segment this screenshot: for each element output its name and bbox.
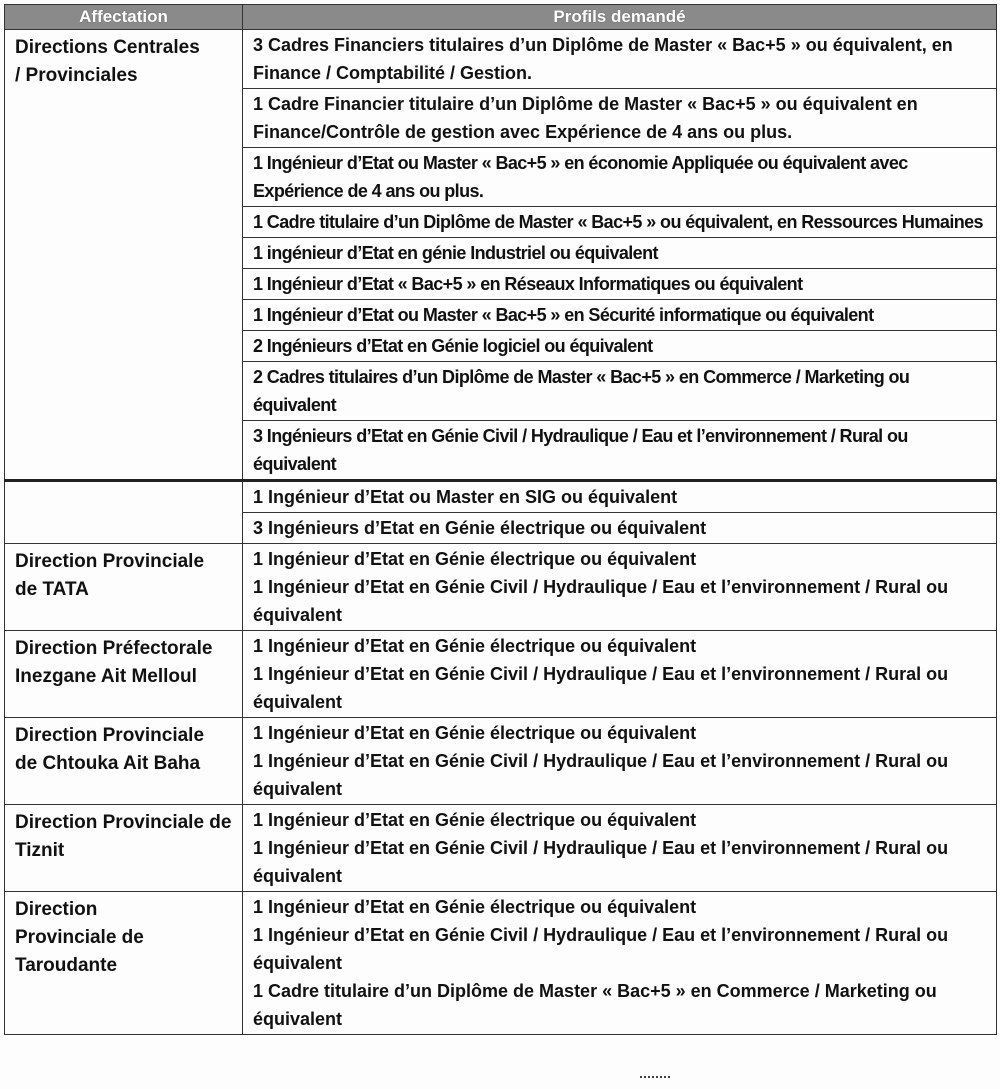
affectation-cell: Direction Préfectorale Inezgane Ait Melloul [5, 631, 243, 718]
profile-cell: 3 Ingénieurs d’Etat en Génie électrique ou équivalent [243, 513, 997, 544]
profile-cell: 3 Cadres Financiers titulaires d’un Diplôme de Master « Bac+5 » ou équivalent, en Finance / Comptabilité / Gestion. [243, 30, 997, 89]
affectation-cell: Directions Centrales / Provinciales [5, 30, 243, 481]
table-header-row [5, 5, 997, 30]
profile-cell: 1 Cadre titulaire d’un Diplôme de Master « Bac+5 » ou équivalent, en Ressources Humaines [243, 207, 997, 238]
affectation-cell [5, 481, 243, 544]
table-row [5, 30, 997, 89]
scan-artifact [640, 1076, 670, 1081]
profile-cell: 1 Ingénieur d’Etat ou Master en SIG ou équivalent [243, 481, 997, 513]
profile-cell: 1 Ingénieur d’Etat « Bac+5 » en Réseaux Informatiques ou équivalent [243, 269, 997, 300]
profile-line: 1 Ingénieur d’Etat en Génie Civil / Hydraulique / Eau et l’environnement / Rural ou équivalent [253, 664, 949, 712]
recruitment-profiles-table [4, 4, 997, 1035]
profile-cell [243, 718, 997, 805]
affectation-cell: Direction Provinciale de Chtouka Ait Baha [5, 718, 243, 805]
profile-cell: 1 Cadre Financier titulaire d’un Diplôme de Master « Bac+5 » ou équivalent en Finance/Contrôle de gestion avec Expérience de 4 ans ou plus. [243, 89, 997, 148]
profile-cell [243, 631, 997, 718]
profile-line: 1 Ingénieur d’Etat en Génie Civil / Hydraulique / Eau et l’environnement / Rural ou équivalent [253, 925, 949, 973]
profile-cell: 2 Cadres titulaires d’un Diplôme de Master « Bac+5 » en Commerce / Marketing ou équivalent [243, 362, 997, 421]
profile-cell: 1 Ingénieur d’Etat ou Master « Bac+5 » en économie Appliquée ou équivalent avec Expérience de 4 ans ou plus. [243, 148, 997, 207]
affectation-cell: Direction Provinciale de TATA [5, 544, 243, 631]
header-affectation: Affectation [5, 5, 243, 30]
profile-cell [243, 805, 997, 892]
profile-line: 1 Ingénieur d’Etat en Génie électrique ou équivalent [253, 636, 697, 656]
table-row [5, 805, 997, 892]
profile-line: 1 Ingénieur d’Etat en Génie Civil / Hydraulique / Eau et l’environnement / Rural ou équivalent [253, 751, 949, 799]
profile-cell: 3 Ingénieurs d’Etat en Génie Civil / Hydraulique / Eau et l’environnement / Rural ou équivalent [243, 421, 997, 481]
profile-cell: 1 Ingénieur d’Etat ou Master « Bac+5 » en Sécurité informatique ou équivalent [243, 300, 997, 331]
header-profils: Profils demandé [243, 5, 997, 30]
table-row [5, 892, 997, 1035]
profile-line: 1 Ingénieur d’Etat en Génie électrique ou équivalent [253, 723, 697, 743]
profile-line: 1 Ingénieur d’Etat en Génie électrique ou équivalent [253, 549, 697, 569]
profile-cell [243, 892, 997, 1035]
profile-line: 1 Ingénieur d’Etat en Génie Civil / Hydraulique / Eau et l’environnement / Rural ou équivalent [253, 838, 949, 886]
profile-line: 1 Ingénieur d’Etat en Génie électrique ou équivalent [253, 897, 697, 917]
affectation-cell: Direction Provinciale de Taroudante [5, 892, 243, 1035]
profile-cell [243, 544, 997, 631]
table-row [5, 718, 997, 805]
table-row [5, 481, 997, 513]
affectation-cell: Direction Provinciale de Tiznit [5, 805, 243, 892]
table-row [5, 631, 997, 718]
profile-line: 1 Ingénieur d’Etat en Génie Civil / Hydraulique / Eau et l’environnement / Rural ou équivalent [253, 577, 949, 625]
profile-cell: 2 Ingénieurs d’Etat en Génie logiciel ou équivalent [243, 331, 997, 362]
profile-line: 1 Cadre titulaire d’un Diplôme de Master « Bac+5 » en Commerce / Marketing ou équivalent [253, 981, 937, 1029]
profile-cell: 1 ingénieur d’Etat en génie Industriel ou équivalent [243, 238, 997, 269]
table-row [5, 544, 997, 631]
profile-line: 1 Ingénieur d’Etat en Génie électrique ou équivalent [253, 810, 697, 830]
table-body [5, 30, 997, 1035]
